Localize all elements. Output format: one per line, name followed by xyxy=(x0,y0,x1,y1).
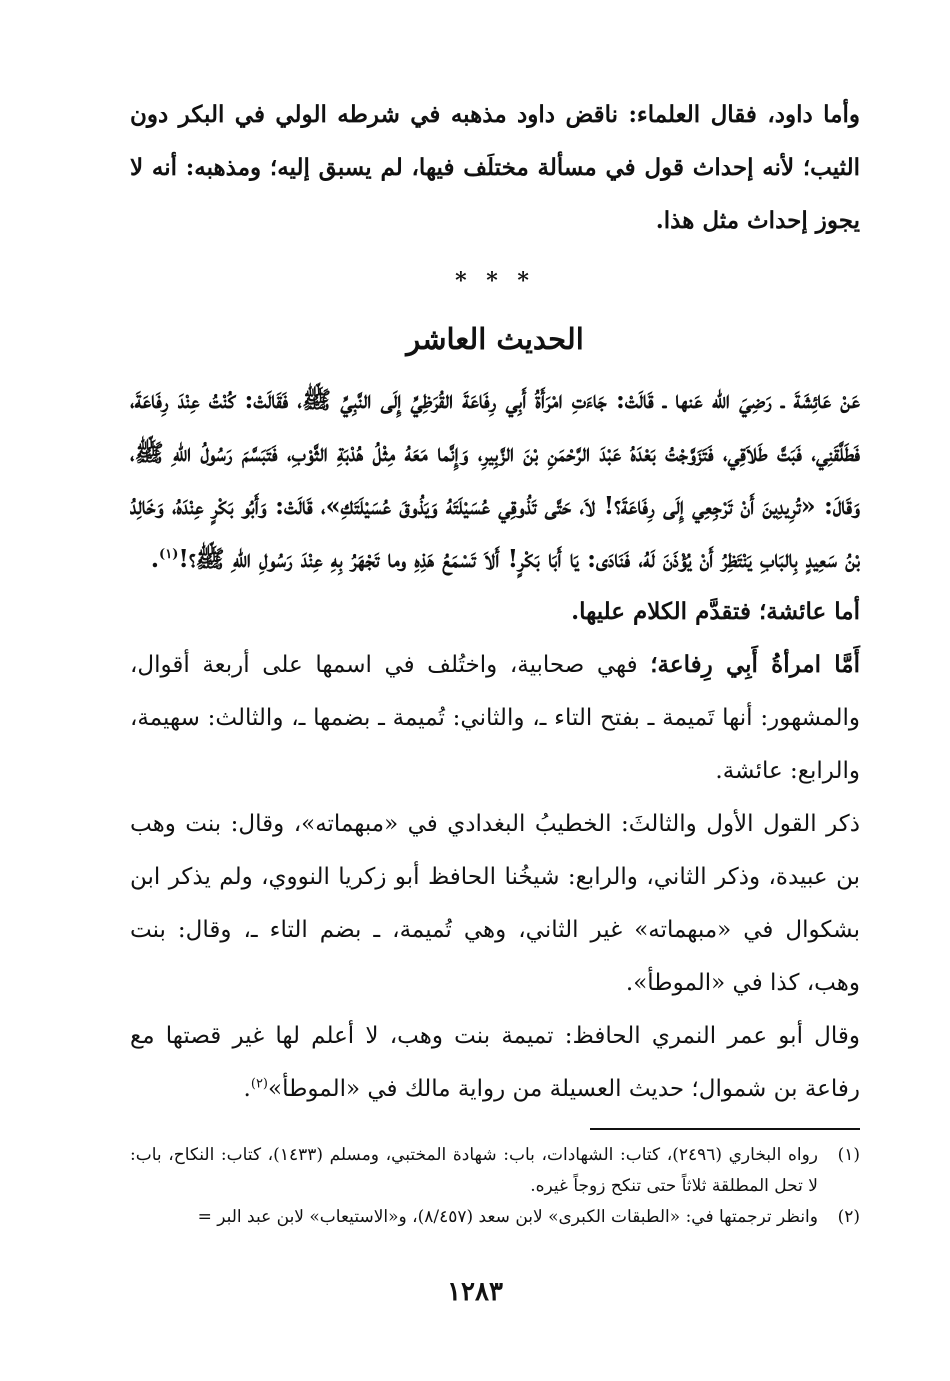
chapter-title: الحديث العاشر xyxy=(406,322,584,356)
paragraph-2-text: فهي صحابية، واختُلف في اسمها على أربعة أقوال، والمشهور: أنها تَميمة ـ بفتح التاء ـ، والثاني: تُميمة ـ بضمها ـ، والثالث: سهيمة، والرابع: عائشة. xyxy=(130,652,860,784)
footnote-divider xyxy=(590,1128,860,1130)
paragraph-2-lead: أَمَّا امرأةُ أَبِي رِفاعة؛ xyxy=(650,651,860,678)
commentary-paragraph-1 xyxy=(130,585,860,638)
commentary-paragraph-4: وقال أبو عمر النمري الحافظ: تميمة بنت وهب، لا أعلم لها غير قصتها مع رفاعة بن شموال؛ حديث العسيلة من رواية مالك في «الموطأ»$^{(٢)}$. xyxy=(130,1023,860,1102)
footnote-ref-2: (٢) xyxy=(250,1076,268,1092)
paragraph-4-text: وقال أبو عمر النمري الحافظ: تميمة بنت وهب، لا أعلم لها غير قصتها مع رفاعة بن شموال؛ حديث العسيلة من رواية مالك في «الموطأ» xyxy=(130,1023,860,1102)
section-separator: * * * xyxy=(455,268,535,294)
paragraph-3-text: ذكر القول الأول والثالثَ: الخطيبُ البغدادي في «مبهماته»، وقال: بنت وهب بن عبيدة، وذكر الثاني، والرابع: شيخُنا الحافظ أبو زكريا النووي، ولم يذكر ابن بشكوال في «مبهماته» غير الثاني، وهي تُميمة، ـ بضم التاء ـ، وقال: بنت وهب، كذا في «الموطأ». xyxy=(130,811,860,996)
hadith-body: عَنْ عَائِشَةَ ـ رَضِيَ الله عَنها ـ قَالَتْ: جَاءَتِ امْرَأَةُ أَبِي رِفَاعَةَ القُرَظِيِّ إِلَى النَّبِيِّ ﷺ، فَقَالَتْ: كُنْتُ عِنْدَ رِفَاعَةَ، فَطَلَّقَنِي، فَبَتَّ طَلاَقِي، فَتَزَوَّجْتُ بَعْدَهُ عَبْدَ الرَّحْمَنِ بْنَ الزَّبِيرِ، وَإِنَّما مَعَهُ مِثْلُ هُدْبَةِ الثَّوْبِ، فَتَبَسَّمَ رَسُولُ اللهِ ﷺ، وَقَالَ: «تُرِيدِينَ أَنْ تَرْجِعِي إِلَى رِفَاعَةَ؟! لاَ، حَتَّى تَذُوقِي عُسَيْلَتَهُ وَيَذُوقَ عُسَيْلَتَكِ»، قَالَتْ: وَأَبُو بَكْرٍ عِنْدَهُ، وَخَالِدُ بْنُ سَعِيدٍ بِالبَابِ يَنْتَظِرُ أَنْ يُؤْذَنَ لَهُ، فَنَادَى: يَا أَبَا بَكْرٍ! أَلاَ تَسْمَعُ هَذِهِ وما تَجْهَرُ بِهِ عِنْدَ رَسُولِ اللهِ ﷺ؟! xyxy=(130,385,860,573)
commentary-paragraph-2 xyxy=(130,638,860,798)
footnote-1 xyxy=(130,1140,860,1202)
footnote-1-number: (١) xyxy=(837,1145,860,1165)
page-body xyxy=(130,88,860,1116)
footnote-ref-1: (١) xyxy=(159,547,179,562)
hadith-text: عَنْ عَائِشَةَ ـ رَضِيَ الله عَنها ـ قَالَتْ: جَاءَتِ امْرَأَةُ أَبِي رِفَاعَةَ القُرَظِيِّ إِلَى النَّبِيِّ ﷺ، فَقَالَتْ: كُنْتُ عِنْدَ رِفَاعَةَ، فَطَلَّقَنِي، فَبَتَّ طَلاَقِي، فَتَزَوَّجْتُ بَعْدَهُ عَبْدَ الرَّحْمَنِ بْنَ الزَّبِيرِ، وَإِنَّما مَعَهُ مِثْلُ هُدْبَةِ الثَّوْبِ، فَتَبَسَّمَ رَسُولُ اللهِ ﷺ، وَقَالَ: «تُرِيدِينَ أَنْ تَرْجِعِي إِلَى رِفَاعَةَ؟! لاَ، حَتَّى تَذُوقِي عُسَيْلَتَهُ وَيَذُوقَ عُسَيْلَتَكِ»، قَالَتْ: وَأَبُو بَكْرٍ عِنْدَهُ، وَخَالِدُ بْنُ سَعِيدٍ بِالبَابِ يَنْتَظِرُ أَنْ يُؤْذَنَ لَهُ، فَنَادَى: يَا أَبَا بَكْرٍ! أَلاَ تَسْمَعُ هَذِهِ وما تَجْهَرُ بِهِ عِنْدَ رَسُولِ اللهِ ﷺ؟!$^{(١)}$. xyxy=(130,385,860,573)
footnote-2 xyxy=(130,1202,860,1233)
commentary-paragraph-3 xyxy=(130,798,860,1010)
paragraph-1-text: أما عائشة؛ فتقدَّم الكلام عليها. xyxy=(571,598,860,625)
footnotes-section xyxy=(130,1128,860,1233)
footnote-2-text: وانظر ترجمتها في: «الطبقات الكبرى» لابن سعد (٨/٤٥٧)، و«الاستيعاب» لابن عبد البر = xyxy=(197,1207,818,1227)
footnote-1-text: رواه البخاري (٢٤٩٦)، كتاب: الشهادات، باب: شهادة المختبي، ومسلم (١٤٣٣)، كتاب: النكاح، باب: لا تحل المطلقة ثلاثاً حتى تنكح زوجاً غيره. xyxy=(130,1145,818,1196)
intro-paragraph: وأما داود، فقال العلماء: ناقض داود مذهبه في شرطه الولي في البكر دون الثيب؛ لأنه إحداث قول في مسألة مختلَف فيها، لم يسبق إليه؛ ومذهبه: أنه لا يجوز إحداث مثل هذا. xyxy=(130,101,860,234)
page-number: ١٢٨٣ xyxy=(447,1277,503,1307)
footnote-2-number: (٢) xyxy=(837,1207,860,1227)
